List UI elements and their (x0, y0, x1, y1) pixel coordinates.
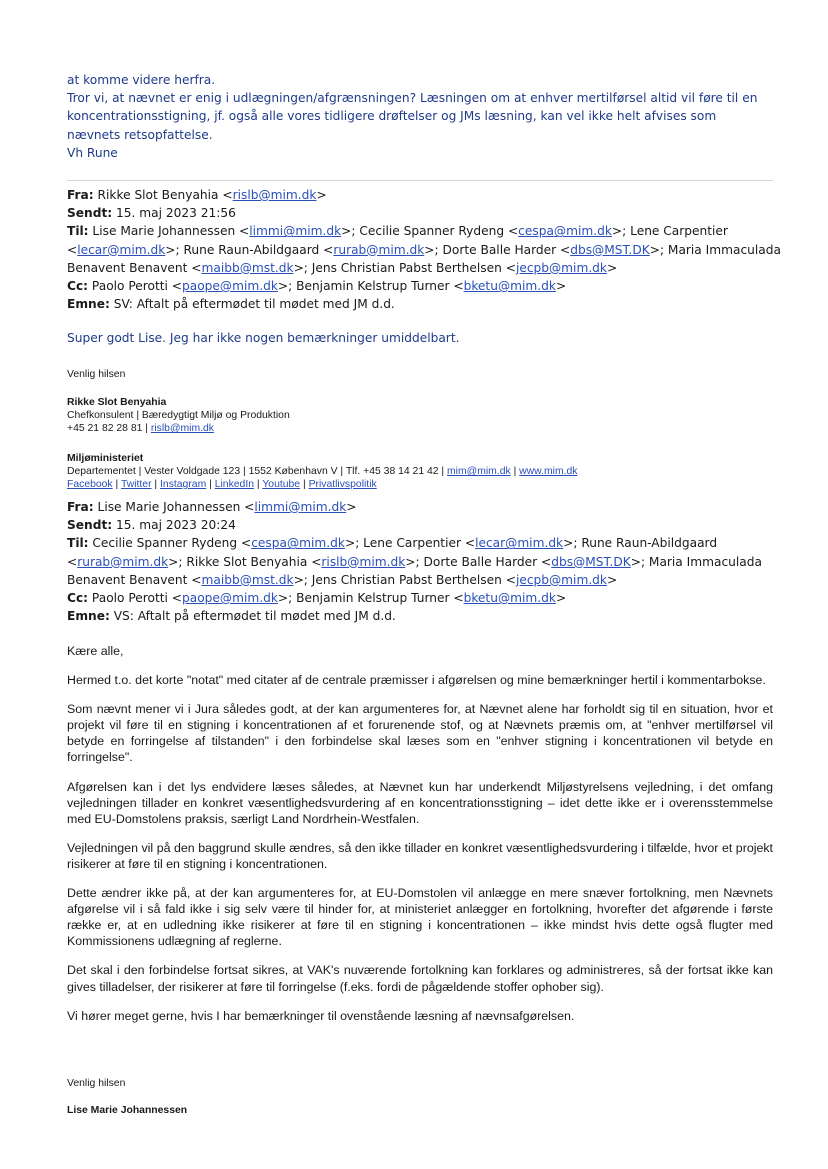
email-link[interactable]: limmi@mim.dk (249, 224, 342, 239)
body-paragraph: Det skal i den forbindelse fortsat sikres, at VAK's nuværende fortolkning kan forklares og administreres, så der fortsat ikke kan gives tilladelser, der risikerer at føre til forringelse (f.eks. fordi de pågældende stoffer ophober sig). (67, 963, 773, 994)
email1-body: Super godt Lise. Jeg har ikke nogen bemærkninger umiddelbart. (67, 331, 460, 345)
email-link[interactable]: jecpb@mim.dk (515, 572, 607, 587)
email1-greeting: Venlig hilsen (67, 369, 126, 380)
email-link[interactable]: rislb@mim.dk (321, 554, 406, 569)
email2-greeting: Venlig hilsen (67, 1078, 126, 1089)
email-link[interactable]: dbs@MST.DK (551, 554, 631, 569)
from-row: Fra: Rikke Slot Benyahia <rislb@mim.dk> (67, 188, 327, 202)
to-row-cont: Benavent Benavent <maibb@mst.dk>; Jens Christian Pabst Berthelsen <jecpb@mim.dk> (67, 572, 618, 587)
body-paragraph: Som nævnt mener vi i Jura således godt, at der kan argumenteres for, at Nævnet alene har forholdt sig til en situation, hvor et projekt vil føre til en stigning i koncentrationen af et forurenende stof, og at Nævnets præmis om, at "enhver mertilførsel vil betyde en forringelse af tilstanden" i den forbindelse skal læses som en "enhver stigning i koncentrationen vil betyde en forringelse". (67, 702, 773, 765)
sent-row: Sendt: 15. maj 2023 20:24 (67, 518, 236, 533)
email-link[interactable]: paope@mim.dk (182, 591, 278, 606)
privacy-policy-link[interactable]: Privatlivspolitik (308, 479, 377, 490)
reply-line: Tror vi, at nævnet er enig i udlægningen/afgrænsningen? Læsningen om at enhver mertilførsel altid vil føre til en koncentrationsstigning, jf. også alle vores tidligere drøftelser og JMs læsning, kan vel ikke helt afvises som nævnets retsopfattelse. (67, 91, 758, 142)
email-link[interactable]: rislb@mim.dk (232, 188, 317, 202)
email-link[interactable]: maibb@mst.dk (201, 260, 294, 275)
email-link[interactable]: cespa@mim.dk (518, 224, 612, 239)
email-link[interactable]: cespa@mim.dk (251, 536, 345, 551)
email-link[interactable]: maibb@mst.dk (201, 572, 294, 587)
email2-body (67, 643, 773, 1024)
twitter-link[interactable]: Twitter (120, 479, 152, 490)
signature-name: Lise Marie Johannessen (67, 1105, 188, 1116)
sent-row: Sendt: 15. maj 2023 21:56 (67, 206, 236, 221)
subject-row: Emne: SV: Aftalt på eftermødet til mødet med JM d.d. (67, 297, 395, 312)
to-row-cont: Benavent Benavent <maibb@mst.dk>; Jens Christian Pabst Berthelsen <jecpb@mim.dk> (67, 260, 618, 275)
linkedin-link[interactable]: LinkedIn (214, 479, 255, 490)
email-link[interactable]: limmi@mim.dk (254, 500, 347, 514)
signature-title: Chefkonsulent | Bæredygtigt Miljø og Produktion (67, 410, 290, 421)
email1-header (67, 186, 781, 313)
email-link[interactable]: rislb@mim.dk (150, 423, 214, 434)
cc-row: Cc: Paolo Perotti <paope@mim.dk>; Benjamin Kelstrup Turner <bketu@mim.dk> (67, 279, 567, 294)
to-row-cont: <rurab@mim.dk>; Rikke Slot Benyahia <rislb@mim.dk>; Dorte Balle Harder <dbs@MST.DK>; Maria Immaculada (67, 554, 762, 569)
email1-signature (67, 396, 773, 435)
org-block (67, 452, 773, 491)
email2-header (67, 498, 773, 625)
signature-name: Rikke Slot Benyahia (67, 397, 167, 408)
email-link[interactable]: bketu@mim.dk (463, 279, 556, 294)
top-reply (67, 71, 773, 162)
email-link[interactable]: lecar@mim.dk (77, 242, 166, 257)
body-paragraph: Dette ændrer ikke på, at der kan argumenteres for, at EU-Domstolen vil anlægge en mere snæver fortolkning, men Nævnets afgørelse vil i så fald ikke i sig selv være til hinder for, at ministeriet anlægger en fortolkning, hvorefter det afgørende i første række er, at en udledning ikke risikerer at føre til en stigning i koncentrationen – ikke mindst hvis dette også flugter med Kommissionens udlægning af reglerne. (67, 886, 773, 949)
body-paragraph: Vejledningen vil på den baggrund skulle ændres, så den ikke tillader en konkret væsentlighedsvurdering i tilfælde, hvor et projekt risikerer at føre til en stigning i koncentrationen. (67, 840, 773, 871)
email2-signature (67, 1104, 773, 1117)
to-row: Til: Lise Marie Johannessen <limmi@mim.dk>; Cecilie Spanner Rydeng <cespa@mim.dk>; Lene Carpentier (67, 224, 728, 239)
email-link[interactable]: mim@mim.dk (447, 466, 511, 477)
body-paragraph: Hermed t.o. det korte "notat" med citater af de centrale præmisser i afgørelsen og mine bemærkninger hertil i kommentarbokse. (67, 673, 766, 688)
reply-line: at komme videre herfra. (67, 73, 216, 87)
from-row: Fra: Lise Marie Johannessen <limmi@mim.dk> (67, 500, 357, 514)
org-address: Departementet | Vester Voldgade 123 | 1552 København V | Tlf. +45 38 14 21 42 | mim@mim.dk | www.mim.dk (67, 466, 578, 477)
instagram-link[interactable]: Instagram (160, 479, 207, 490)
to-row: Til: Cecilie Spanner Rydeng <cespa@mim.dk>; Lene Carpentier <lecar@mim.dk>; Rune Raun-Abildgaard (67, 536, 718, 551)
reply-line: Vh Rune (67, 145, 118, 160)
social-links: Facebook | Twitter | Instagram | LinkedIn | Youtube | Privatlivspolitik (67, 479, 377, 490)
subject-row: Emne: VS: Aftalt på eftermødet til mødet med JM d.d. (67, 609, 396, 624)
email-link[interactable]: rurab@mim.dk (333, 242, 425, 257)
website-link[interactable]: www.mim.dk (519, 466, 578, 477)
cc-row: Cc: Paolo Perotti <paope@mim.dk>; Benjamin Kelstrup Turner <bketu@mim.dk> (67, 591, 567, 606)
email-link[interactable]: jecpb@mim.dk (515, 260, 607, 275)
signature-phone: +45 21 82 28 81 | rislb@mim.dk (67, 423, 214, 434)
divider (67, 180, 773, 181)
salutation: Kære alle, (67, 644, 124, 658)
email-link[interactable]: dbs@MST.DK (570, 242, 650, 257)
body-paragraph: Vi hører meget gerne, hvis I har bemærkninger til ovenstående læsning af nævnsafgørelsen. (67, 1008, 575, 1023)
email-link[interactable]: rurab@mim.dk (77, 554, 169, 569)
to-row-cont: <lecar@mim.dk>; Rune Raun-Abildgaard <rurab@mim.dk>; Dorte Balle Harder <dbs@MST.DK>; Maria Immaculada (67, 242, 781, 257)
email-link[interactable]: lecar@mim.dk (475, 536, 564, 551)
email-link[interactable]: bketu@mim.dk (463, 591, 556, 606)
body-paragraph: Afgørelsen kan i det lys endvidere læses således, at Nævnet kun har underkendt Miljøstyrelsens vejledning, i det omfang vejledningen tillader en konkret væsentlighedsvurdering af en koncentrationsstigning – idet dette ikke er i overensstemmelse med EU-Domstolens praksis, særligt Land Nordrhein-Westfalen. (67, 779, 773, 826)
youtube-link[interactable]: Youtube (262, 479, 301, 490)
email-link[interactable]: paope@mim.dk (182, 279, 278, 294)
facebook-link[interactable]: Facebook (67, 479, 113, 490)
org-name: Miljøministeriet (67, 453, 144, 464)
